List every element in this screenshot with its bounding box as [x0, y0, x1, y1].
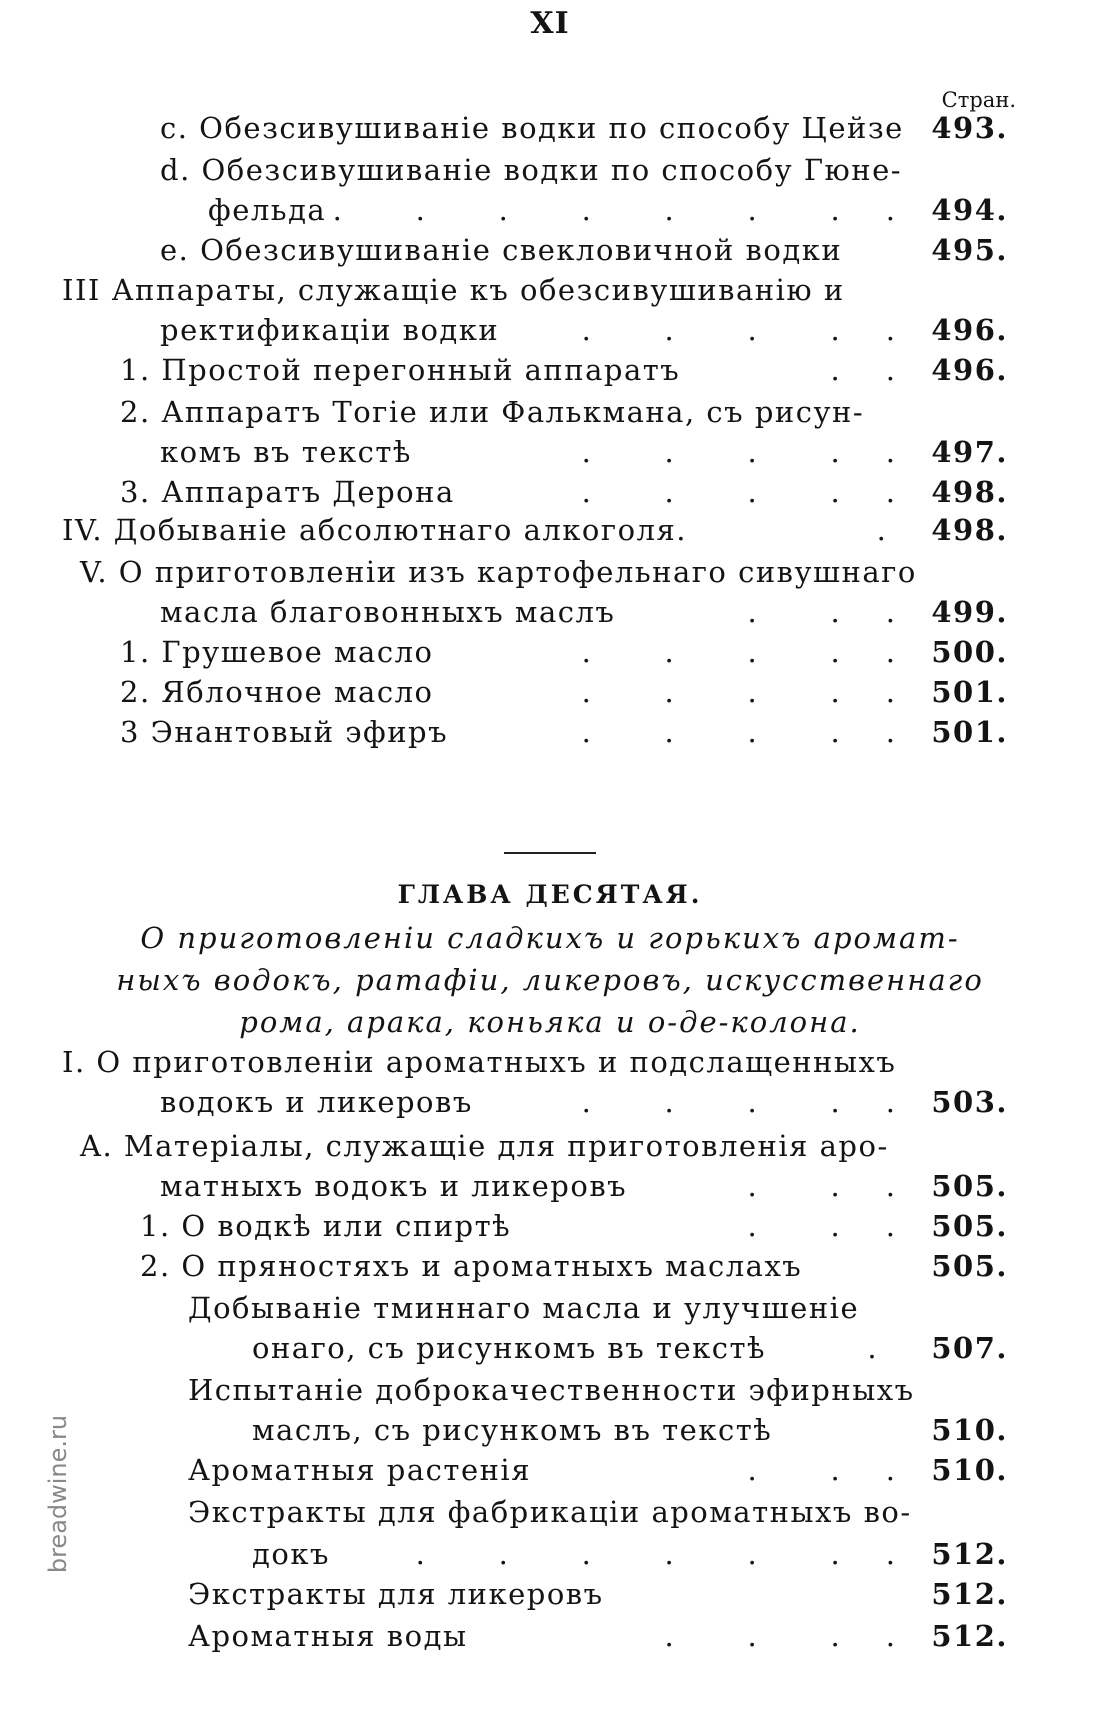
leader-dots: . . . . . — [581, 475, 895, 509]
toc-entry — [0, 228, 1100, 272]
toc-entry — [0, 1040, 1100, 1084]
toc-entry — [0, 1614, 1100, 1658]
leader-dots: . . . . . — [581, 715, 895, 749]
toc-entry-text: 2. Яблочное масло — [120, 675, 434, 709]
toc-entry-text: онаго, съ рисункомъ въ текстѣ — [252, 1331, 767, 1365]
section-divider — [504, 852, 596, 854]
toc-entry-page: 496. — [931, 313, 1008, 347]
toc-entry — [0, 308, 1100, 352]
toc-entry — [0, 106, 1100, 150]
chapter-description-line: ныхъ водокъ, ратафіи, ликеровъ, искусственнаго — [116, 963, 984, 997]
leader-dots: . . . . . — [581, 635, 895, 669]
toc-entry-text: Экстракты для фабрикаціи ароматныхъ во- — [188, 1495, 912, 1529]
toc-entry-text: 3 Энантовый эфиръ — [120, 715, 449, 749]
toc-entry-text: Ароматныя воды — [188, 1619, 468, 1653]
toc-entry-text: фельда — [208, 193, 327, 227]
leader-dots: . . — [830, 353, 895, 387]
toc-entry-text: комъ въ текстѣ — [160, 435, 412, 469]
leader-dots: . . . . . — [581, 1085, 895, 1119]
toc-entry-page: 503. — [931, 1085, 1008, 1119]
toc-entry-text: d. Обезсивушиваніе водки по способу Гюне- — [160, 153, 903, 187]
leader-dots: . . . . . — [581, 313, 895, 347]
leader-dots: . . . — [747, 1453, 895, 1487]
toc-entry — [0, 1326, 1100, 1370]
toc-entry — [0, 1286, 1100, 1330]
leader-dots: . . . . . — [581, 675, 895, 709]
toc-entry-text: ректификаціи водки — [160, 313, 500, 347]
toc-entry — [0, 590, 1100, 634]
toc-entry — [0, 670, 1100, 714]
toc-entry — [0, 1532, 1100, 1576]
toc-entry-text: масла благовонныхъ маслъ — [160, 595, 616, 629]
toc-entry-text: водокъ и ликеровъ — [160, 1085, 473, 1119]
toc-entry-text: III Аппараты, служащіе къ обезсивушиванію и — [62, 273, 845, 307]
toc-entry-page: 497. — [931, 435, 1008, 469]
leader-dots: . — [876, 513, 895, 547]
toc-entry-page: 494. — [931, 193, 1008, 227]
toc-entry-page: 505. — [931, 1169, 1008, 1203]
toc-entry — [0, 268, 1100, 312]
toc-entry-text: Добываніе тминнаго масла и улучшеніе — [188, 1291, 860, 1325]
toc-entry-page: 510. — [931, 1413, 1008, 1447]
chapter-description-line: О приготовленіи сладкихъ и горькихъ аромат- — [140, 921, 960, 955]
toc-entry-text: c. Обезсивушиваніе водки по способу Цейзе — [160, 111, 904, 145]
leader-dots: . . . — [747, 1209, 895, 1243]
toc-entry-text: I. О приготовленіи ароматныхъ и подслащенныхъ — [62, 1045, 897, 1079]
toc-entry — [0, 710, 1100, 754]
page-number: XI — [530, 6, 570, 41]
toc-entry — [0, 348, 1100, 392]
toc-entry-page: 498. — [931, 475, 1008, 509]
toc-entry-text: V. О приготовленіи изъ картофельнаго сивушнаго — [80, 555, 917, 589]
chapter-description-line: рома, арака, коньяка и о-де-колона. — [239, 1005, 861, 1039]
toc-entry-text: IV. Добываніе абсолютнаго алкоголя. — [62, 513, 687, 547]
toc-entry — [0, 1490, 1100, 1534]
watermark: breadwine.ru — [44, 1414, 72, 1574]
toc-entry-page: 499. — [931, 595, 1008, 629]
leader-dots: . . . — [747, 595, 895, 629]
toc-entry — [0, 1124, 1100, 1168]
leader-dots: . . . . . — [581, 435, 895, 469]
toc-entry — [0, 188, 1100, 232]
toc-entry-page: 498. — [931, 513, 1008, 547]
toc-entry-page: 510. — [931, 1453, 1008, 1487]
toc-entry-page: 512. — [931, 1537, 1008, 1571]
toc-entry-text: A. Матеріалы, служащіе для приготовленія аро- — [80, 1129, 889, 1163]
toc-entry-text: маслъ, съ рисункомъ въ текстѣ — [252, 1413, 773, 1447]
toc-entry-text: Ароматныя растенія — [188, 1453, 531, 1487]
toc-entry-page: 505. — [931, 1249, 1008, 1283]
toc-entry — [0, 1572, 1100, 1616]
toc-entry — [0, 148, 1100, 192]
leader-dots: . . . . — [664, 1619, 895, 1653]
toc-entry-text: e. Обезсивушиваніе свекловичной водки — [160, 233, 843, 267]
toc-entry — [0, 1244, 1100, 1288]
toc-entry-page: 496. — [931, 353, 1008, 387]
toc-entry-page: 501. — [931, 715, 1008, 749]
toc-entry-text: 3. Аппаратъ Дерона — [120, 475, 455, 509]
toc-entry-page: 495. — [931, 233, 1008, 267]
toc-entry-text: Экстракты для ликеровъ — [188, 1577, 604, 1611]
chapter-title: ГЛАВА ДЕСЯТАЯ. — [397, 880, 703, 909]
toc-entry-text: 2. О пряностяхъ и ароматныхъ маслахъ — [140, 1249, 803, 1283]
toc-entry-page: 505. — [931, 1209, 1008, 1243]
toc-entry-page: 507. — [931, 1331, 1008, 1365]
toc-entry — [0, 1080, 1100, 1124]
leader-dots: . . . . . . . . — [332, 193, 895, 227]
toc-entry-page: 501. — [931, 675, 1008, 709]
toc-entry — [0, 1448, 1100, 1492]
toc-entry — [0, 390, 1100, 434]
toc-entry-page: 512. — [931, 1577, 1008, 1611]
toc-entry — [0, 550, 1100, 594]
toc-entry-page: 512. — [931, 1619, 1008, 1653]
toc-entry — [0, 1408, 1100, 1452]
toc-entry-text: матныхъ водокъ и ликеровъ — [160, 1169, 628, 1203]
toc-entry — [0, 1164, 1100, 1208]
leader-dots: . — [867, 1331, 895, 1365]
toc-entry — [0, 630, 1100, 674]
toc-entry-text: 1. Простой перегонный аппаратъ — [120, 353, 681, 387]
toc-entry — [0, 508, 1100, 552]
toc-entry-text: Испытаніе доброкачественности эфирныхъ — [188, 1373, 915, 1407]
toc-entry-text: докъ — [252, 1537, 330, 1571]
toc-entry-page: 493. — [931, 111, 1008, 145]
toc-entry-page: 500. — [931, 635, 1008, 669]
leader-dots: . . . . . . . — [415, 1537, 895, 1571]
toc-entry — [0, 1204, 1100, 1248]
toc-entry — [0, 1368, 1100, 1412]
leader-dots: . . . — [747, 1169, 895, 1203]
toc-entry-text: 1. Грушевое масло — [120, 635, 434, 669]
toc-entry — [0, 430, 1100, 474]
toc-entry-text: 2. Аппаратъ Тогіе или Фалькмана, съ рисун- — [120, 395, 865, 429]
column-header: Стран. — [941, 88, 1016, 112]
toc-entry-text: 1. О водкѣ или спиртѣ — [140, 1209, 512, 1243]
